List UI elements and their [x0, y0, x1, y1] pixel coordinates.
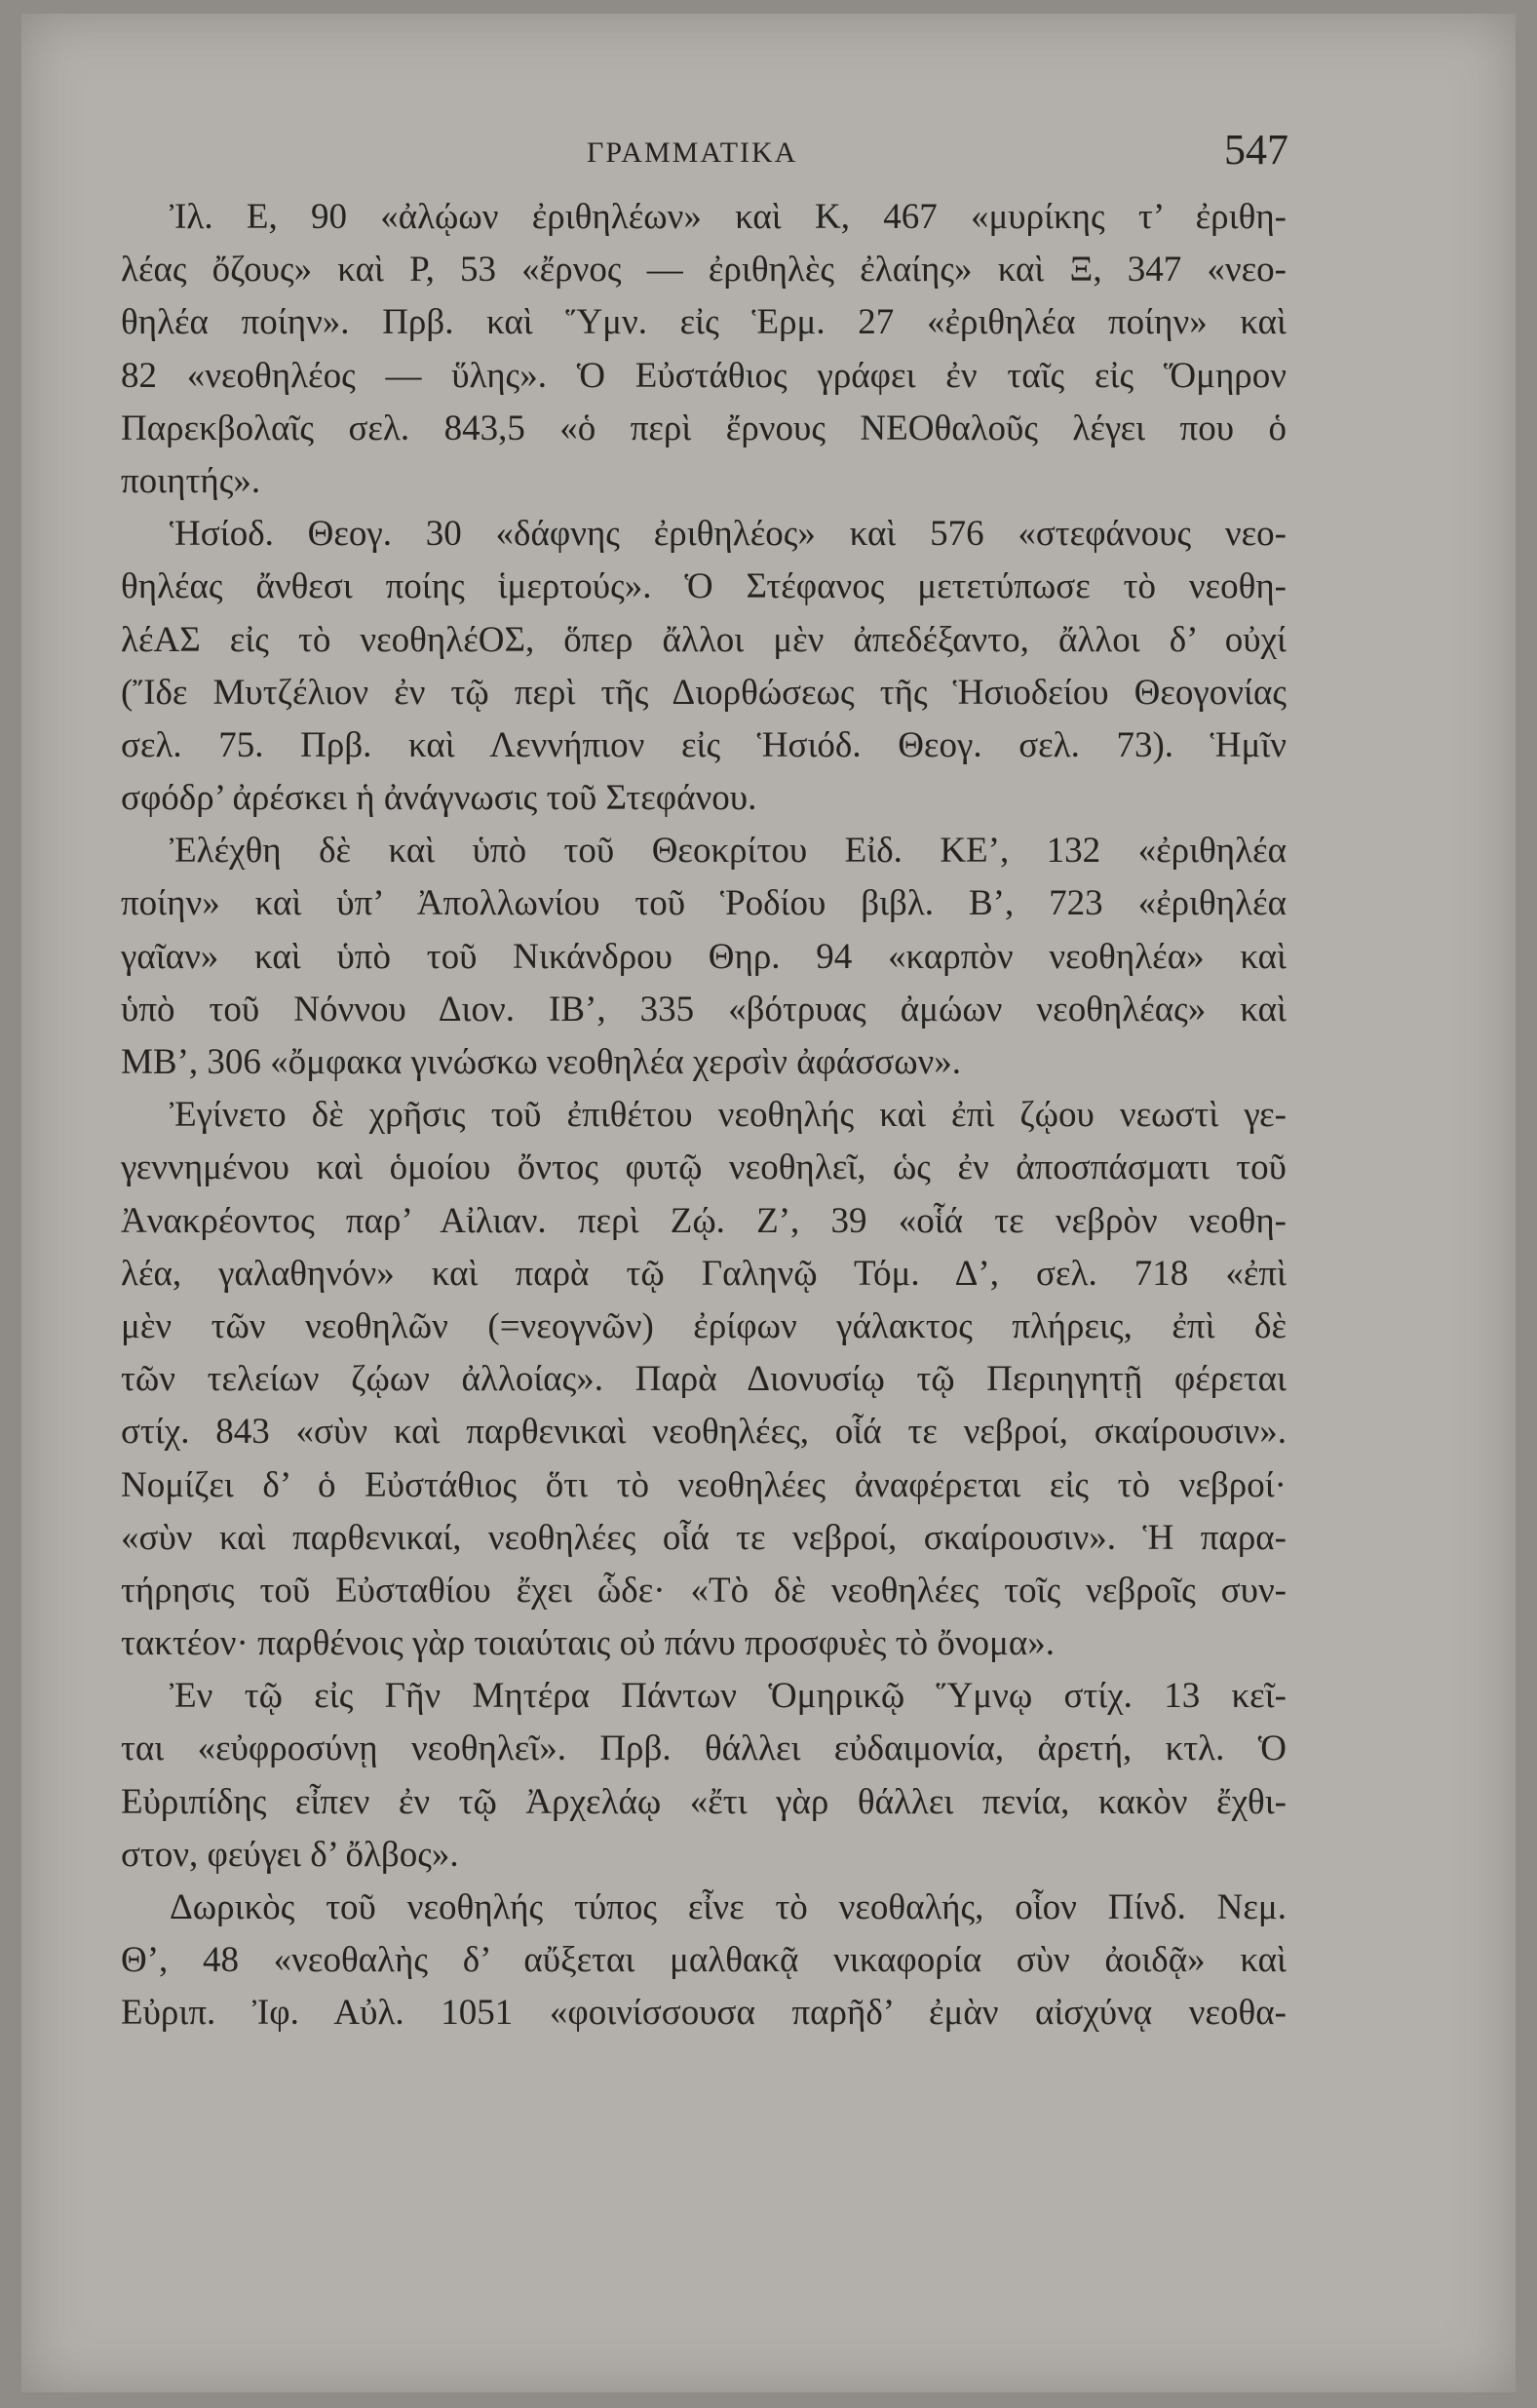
text-line: τῶν τελείων ζῴων ἀλλοίας». Παρὰ Διονυσίῳ τῷ Περιηγητῇ φέρεται: [121, 1359, 1287, 1400]
text-line: σελ. 75. Πρβ. καὶ Λεννήπιον εἰς Ἡσιόδ. Θεογ. σελ. 73). Ἡμῖν: [121, 724, 1287, 765]
page-number: 547: [1224, 126, 1288, 174]
text-line: λέας ὄζους» καὶ Ρ, 53 «ἔρνος — ἐριθηλὲς ἐλαίης» καὶ Ξ, 347 «νεο-: [121, 250, 1287, 291]
text-line: Δωρικὸς τοῦ νεοθηλής τύπος εἶνε τὸ νεοθαλής, οἷον Πίνδ. Νεμ.: [170, 1887, 1287, 1927]
text-line: στον, φεύγει δ’ ὄλβος».: [121, 1834, 459, 1875]
text-line: μὲν τῶν νεοθηλῶν (=νεογνῶν) ἐρίφων γάλακτος πλήρεις, ἐπὶ δὲ: [121, 1305, 1287, 1346]
text-line: θηλέας ἄνθεσι ποίης ἱμερτούς». Ὁ Στέφανος μετετύπωσε τὸ νεοθη-: [121, 566, 1287, 607]
text-line: Θ’, 48 «νεοθαλὴς δ’ αὔξεται μαλθακᾷ νικαφορία σὺν ἀοιδᾷ» καὶ: [121, 1940, 1287, 1981]
text-line: Ἐλέχθη δὲ καὶ ὑπὸ τοῦ Θεοκρίτου Εἰδ. ΚΕ’, 132 «ἐριθηλέα: [170, 831, 1287, 872]
text-line: 82 «νεοθηλέος — ὕλης». Ὁ Εὐστάθιος γράφει ἐν ταῖς εἰς Ὅμηρον: [121, 355, 1287, 396]
text-line: γαῖαν» καὶ ὑπὸ τοῦ Νικάνδρου Θηρ. 94 «καρπὸν νεοθηλέα» καὶ: [121, 936, 1287, 977]
text-line: τήρησις τοῦ Εὐσταθίου ἔχει ὧδε· «Τὸ δὲ νεοθηλέες τοῖς νεβροῖς συν-: [121, 1570, 1287, 1611]
text-line: Ἡσίοδ. Θεογ. 30 «δάφνης ἐριθηλέος» καὶ 576 «στεφάνους νεο-: [170, 514, 1287, 555]
body-text: [121, 191, 1287, 2040]
text-line: θηλέα ποίην». Πρβ. καὶ Ὕμν. εἰς Ἑρμ. 27 «ἐριθηλέα ποίην» καὶ: [121, 302, 1287, 343]
text-line: Ἐγίνετο δὲ χρῆσις τοῦ ἐπιθέτου νεοθηλής καὶ ἐπὶ ζῴου νεωστὶ γε-: [170, 1095, 1287, 1136]
text-line: γεννημένου καὶ ὁμοίου ὄντος φυτῷ νεοθηλεῖ, ὡς ἐν ἀποσπάσματι τοῦ: [121, 1147, 1287, 1188]
text-line: ΜΒ’, 306 «ὄμφακα γινώσκω νεοθηλέα χερσὶν ἀφάσσων».: [121, 1042, 962, 1082]
page-header: [119, 123, 1288, 181]
text-line: Εὐριπ. Ἰφ. Αὐλ. 1051 «φοινίσσουσα παρῆδ’ ἐμὰν αἰσχύνᾳ νεοθα-: [121, 1993, 1287, 2034]
text-line: Ἀνακρέοντος παρ’ Αἰλιαν. περὶ Ζῴ. Ζ’, 39 «οἷά τε νεβρὸν νεοθη-: [121, 1200, 1287, 1241]
text-line: Εὐριπίδης εἶπεν ἐν τῷ Ἀρχελάῳ «ἔτι γὰρ θάλλει πενία, κακὸν ἔχθι-: [121, 1781, 1287, 1822]
text-line: Ἰλ. Ε, 90 «ἀλῴων ἐριθηλέων» καὶ Κ, 467 «μυρίκης τ’ ἐριθη-: [170, 197, 1287, 237]
text-line: ποιητής».: [121, 460, 261, 501]
text-line: σφόδρ’ ἀρέσκει ἡ ἀνάγνωσις τοῦ Στεφάνου.: [121, 778, 757, 819]
text-line: ποίην» καὶ ὑπ’ Ἀπολλωνίου τοῦ Ῥοδίου βιβλ. Β’, 723 «ἐριθηλέα: [121, 883, 1287, 924]
text-line: λέΑΣ εἰς τὸ νεοθηλέΟΣ, ὅπερ ἄλλοι μὲν ἀπεδέξαντο, ἄλλοι δ’ οὐχί: [121, 619, 1287, 660]
text-line: ὑπὸ τοῦ Νόννου Διον. ΙΒ’, 335 «βότρυας ἀμώων νεοθηλέας» καὶ: [121, 989, 1287, 1029]
text-line: (Ἴδε Μυτζέλιον ἐν τῷ περὶ τῆς Διορθώσεως τῆς Ἡσιοδείου Θεογονίας: [121, 672, 1287, 713]
text-line: ται «εὐφροσύνῃ νεοθηλεῖ». Πρβ. θάλλει εὐδαιμονία, ἀρετή, κτλ. Ὁ: [121, 1728, 1287, 1769]
text-line: λέα, γαλαθηνόν» καὶ παρὰ τῷ Γαληνῷ Τόμ. Δ’, σελ. 718 «ἐπὶ: [121, 1253, 1287, 1294]
text-line: Ἐν τῷ εἰς Γῆν Μητέρα Πάντων Ὁμηρικῷ Ὕμνῳ στίχ. 13 κεῖ-: [170, 1676, 1287, 1717]
running-head: ΓΡΑΜΜΑΤΙΚΑ: [587, 136, 798, 169]
text-line: στίχ. 843 «σὺν καὶ παρθενικαὶ νεοθηλέες, οἷά τε νεβροί, σκαίρουσιν».: [121, 1412, 1287, 1453]
text-line: «σὺν καὶ παρθενικαί, νεοθηλέες οἷά τε νεβροί, σκαίρουσιν». Ἡ παρα-: [121, 1517, 1287, 1558]
text-line: Νομίζει δ’ ὁ Εὐστάθιος ὅτι τὸ νεοθηλέες ἀναφέρεται εἰς τὸ νεβροί·: [121, 1464, 1287, 1505]
text-line: τακτέον· παρθένοις γὰρ τοιαύταις οὐ πάνυ προσφυὲς τὸ ὄνομα».: [121, 1623, 1056, 1664]
text-line: Παρεκβολαῖς σελ. 843,5 «ὁ περὶ ἔρνους ΝΕΟθαλοῦς λέγει που ὁ: [121, 408, 1287, 448]
book-page: [21, 14, 1516, 2392]
